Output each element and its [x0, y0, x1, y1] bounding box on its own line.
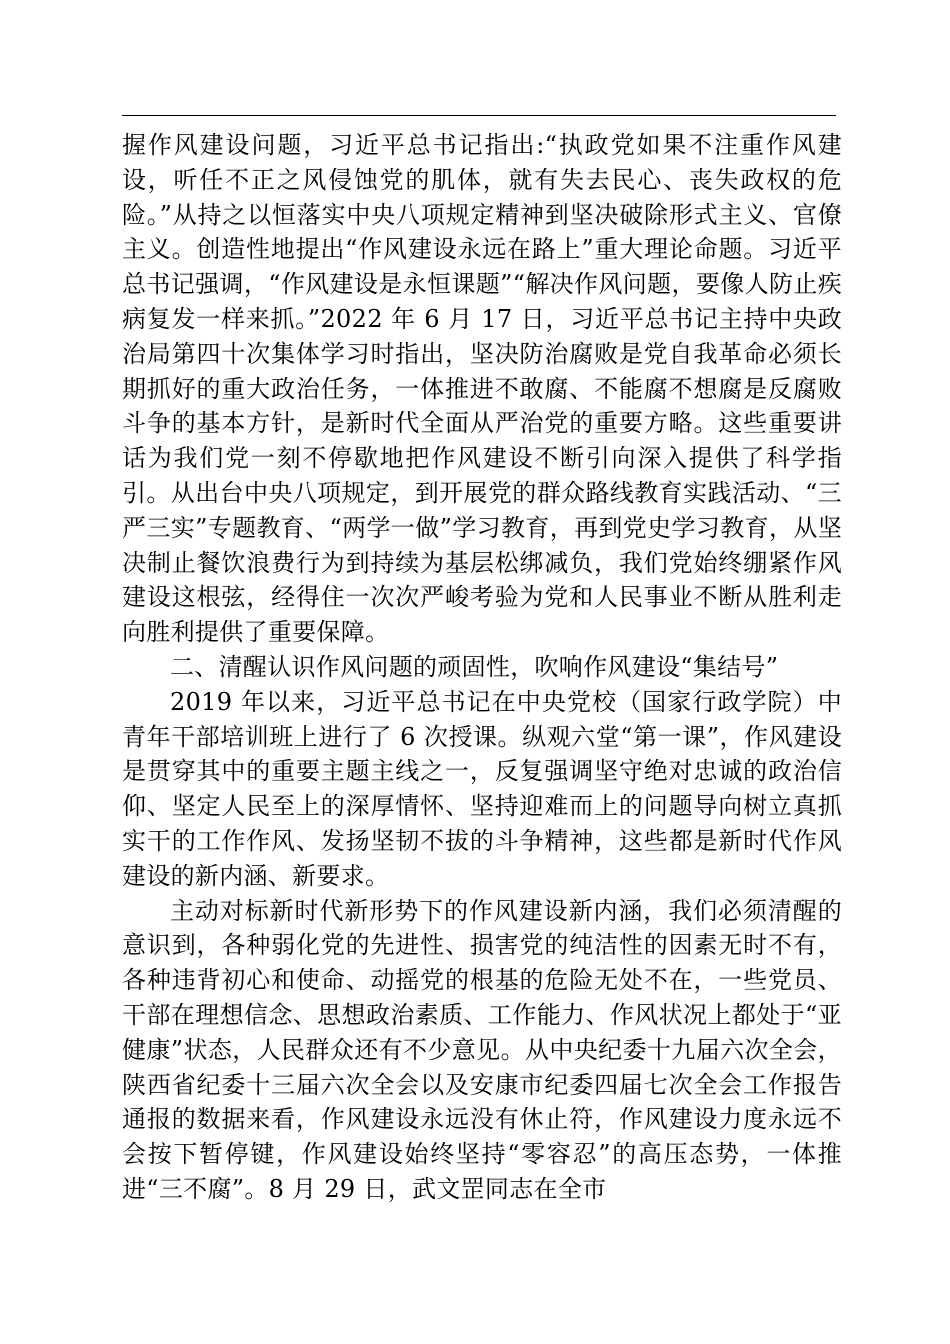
header-rule	[122, 115, 836, 116]
paragraph-lecture-summary: 2019 年以来，习近平总书记在中央党校（国家行政学院）中青年干部培训班上进行了 6 次授课。纵观六堂“第一课”，作风建设是贯穿其中的重要主题主线之一，反复强调坚守绝对忠诚的政治信仰、坚定人民至上的深厚情怀、坚持迎难而上的问题导向树立真抓实干的工作作风、发扬坚韧不拔的斗争精神，这些都是新时代作风建设的新内涵、新要求。	[122, 687, 842, 890]
paragraph-continuation: 握作风建设问题，习近平总书记指出:“执政党如果不注重作风建设，听任不正之风侵蚀党的肌体，就有失去民心、丧失政权的危险。”从持之以恒落实中央八项规定精神到坚决破除形式主义、官僚主义。创造性地提出“作风建设永远在路上”重大理论命题。习近平总书记强调，“作风建设是永恒课题”“解决作风问题，要像人防止疾病复发一样来抓。”2022 年 6 月 17 日，习近平总书记主持中央政治局第四十次集体学习时指出，坚决防治腐败是党自我革命必须长期抓好的重大政治任务，一体推进不敢腐、不能腐不想腐是反腐败斗争的基本方针，是新时代全面从严治党的重要方略。这些重要讲话为我们党一刻不停歇地把作风建设不断引向深入提供了科学指引。从出台中央八项规定，到开展党的群众路线教育实践活动、“三严三实”专题教育、“两学一做”学习教育，再到党史学习教育，从坚决制止餐饮浪费行为到持续为基层松绑减负，我们党始终绷紧作风建设这根弦，经得住一次次严峻考验为党和人民事业不断从胜利走向胜利提供了重要保障。	[122, 131, 842, 647]
document-body	[122, 128, 842, 1207]
paragraph-work-style-awareness: 主动对标新时代新形势下的作风建设新内涵，我们必须清醒的意识到，各种弱化党的先进性、损害党的纯洁性的因素无时不有，各种违背初心和使命、动摇党的根基的危险无处不在，一些党员、干部在理想信念、思想政治素质、工作能力、作风状况上都处于“亚健康”状态，人民群众还有不少意见。从中央纪委十九届六次全会，陕西省纪委十三届六次全会以及安康市纪委四届七次全会工作报告通报的数据来看，作风建设永远没有休止符，作风建设力度永远不会按下暂停键，作风建设始终坚持“零容忍”的高压态势，一体推进“三不腐”。8 月 29 日，武文罡同志在全市	[122, 896, 842, 1203]
section-heading: 二、清醒认识作风问题的顽固性，吹响作风建设“集结号”	[170, 652, 779, 681]
